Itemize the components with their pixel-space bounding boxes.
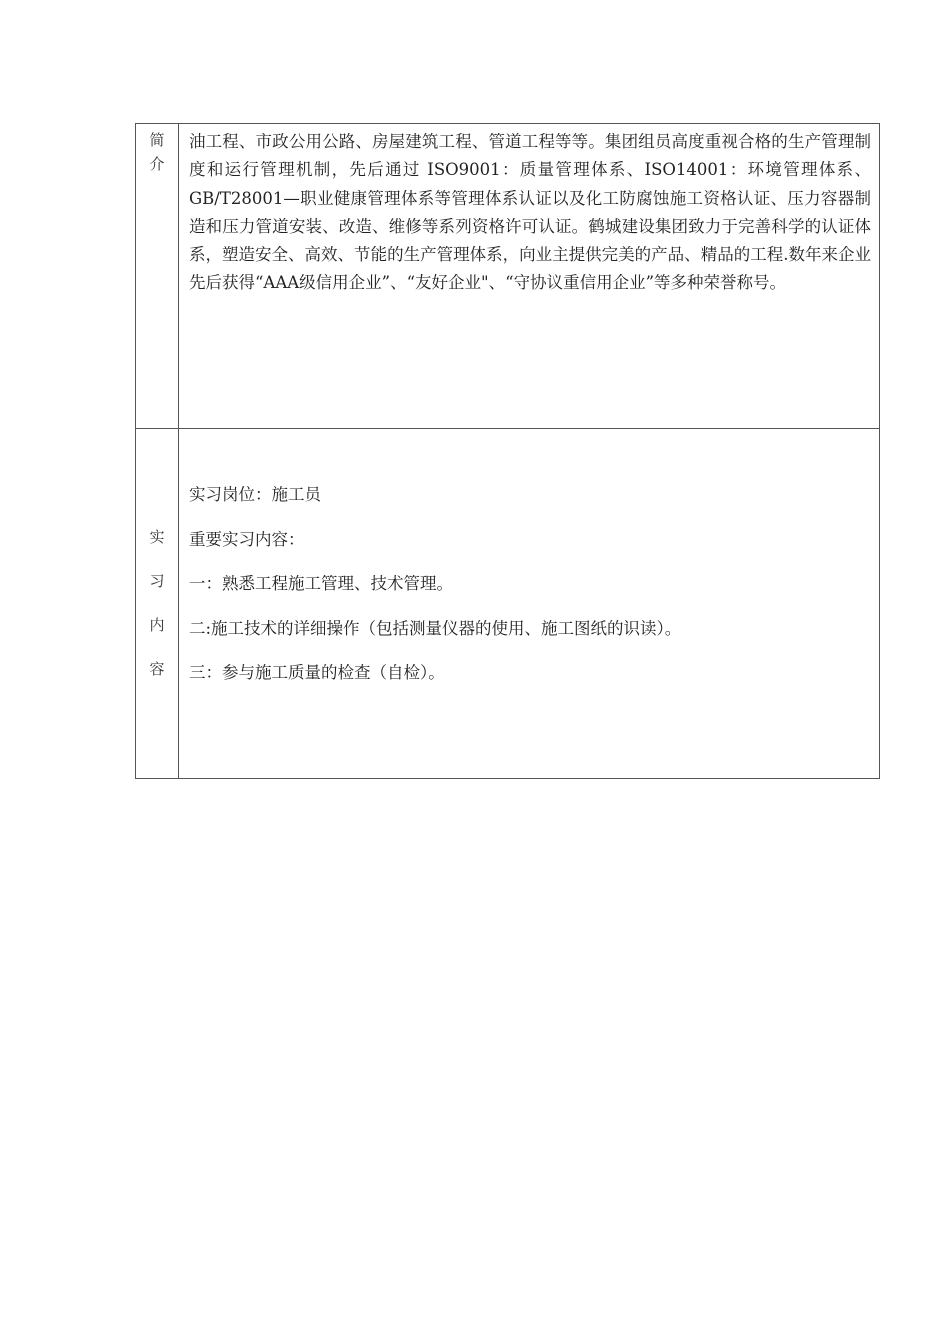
internship-content-row — [136, 429, 880, 779]
content-label-char: 习 — [149, 572, 165, 590]
internship-report-table — [135, 123, 880, 779]
company-intro-paragraph: 油工程、市政公用公路、房屋建筑工程、管道工程等等。集团组员高度重视合格的生产管理制度和运行管理机制，先后通过 ISO9001：质量管理体系、ISO14001：环境管理体系、GB/T28001—职业健康管理体系等管理体系认证以及化工防腐蚀施工资格认证、压力容器制造和压力管道安装、改造、维修等系列资格许可认证。鹤城建设集团致力于完善科学的认证体系，塑造安全、高效、节能的生产管理体系，向业主提供完美的产品、精品的工程.数年来企业先后获得“AAA级信用企业”、“友好企业"、“守协议重信用企业”等多种荣誉称号。 — [189, 132, 871, 293]
company-intro-row — [136, 124, 880, 429]
intro-label-char: 介 — [149, 155, 165, 173]
internship-item-3: 三：参与施工质量的检查（自检）。 — [189, 663, 445, 682]
content-label-char: 实 — [149, 528, 165, 546]
intro-content-cell — [179, 124, 880, 429]
content-label — [136, 429, 178, 691]
internship-item-2: 二:施工技术的详细操作（包括测量仪器的使用、施工图纸的识读）。 — [189, 618, 682, 638]
intro-label-cell — [136, 124, 179, 429]
internship-content-body — [179, 429, 879, 696]
content-label-cell — [136, 429, 179, 779]
content-label-char: 容 — [149, 660, 165, 678]
internship-main-content-heading: 重要实习内容： — [189, 529, 305, 549]
internship-position: 实习岗位：施工员 — [189, 485, 321, 504]
content-label-char: 内 — [149, 616, 165, 634]
internship-item-1: 一：熟悉工程施工管理、技术管理。 — [189, 574, 453, 593]
intro-label-char: 简 — [149, 131, 165, 149]
intro-label — [136, 124, 178, 176]
internship-content-cell — [179, 429, 880, 779]
